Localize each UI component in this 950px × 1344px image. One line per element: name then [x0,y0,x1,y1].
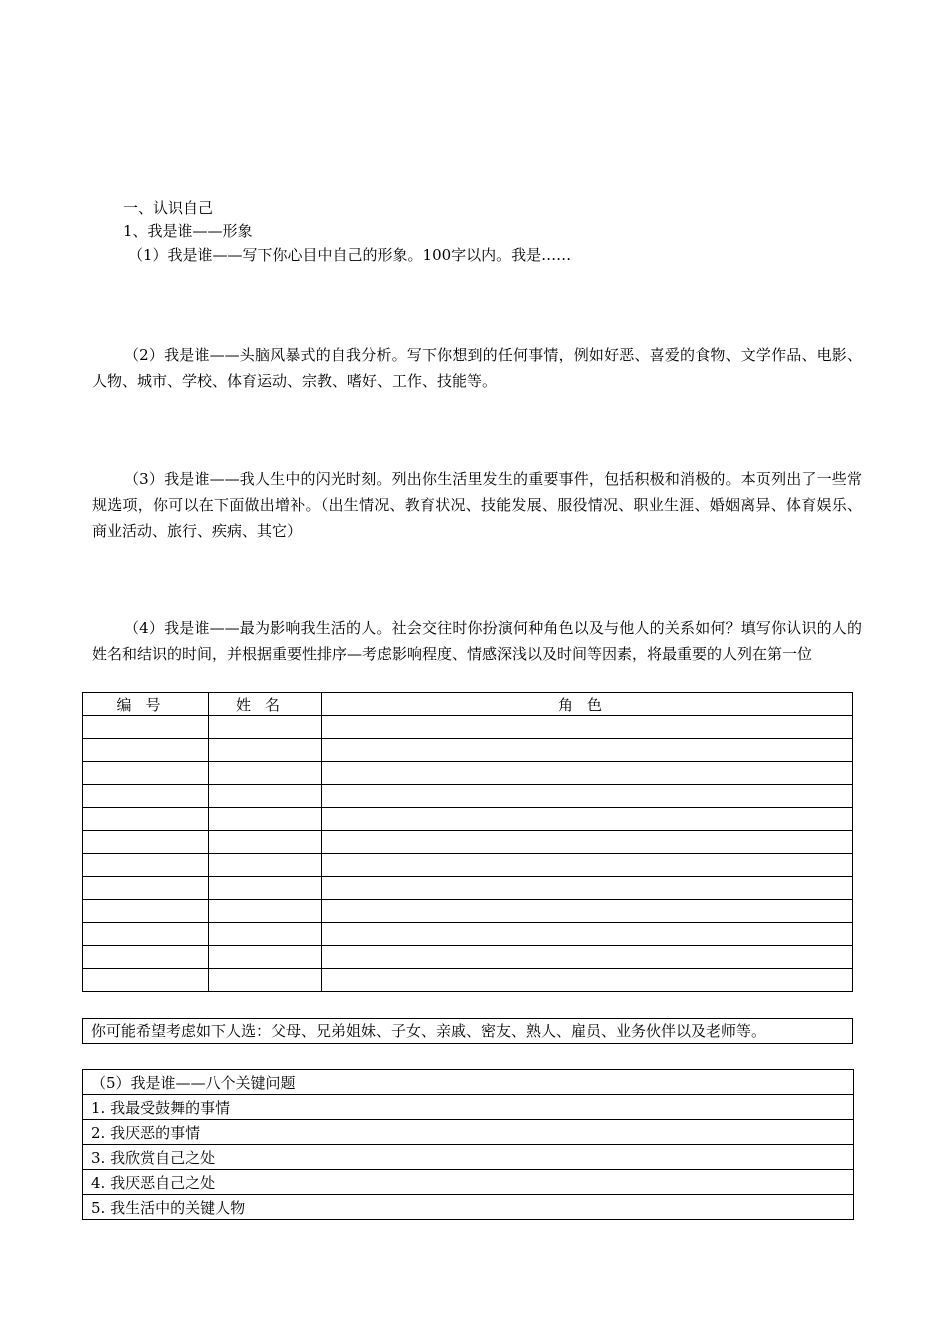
cell-name[interactable] [209,808,322,831]
cell-role[interactable] [322,808,853,831]
question-item[interactable]: 2. 我厌恶的事情 [83,1120,854,1145]
table-row [83,762,853,785]
cell-role[interactable] [322,946,853,969]
table-row [83,923,853,946]
item-4-text: （4）我是谁——最为影响我生活的人。社会交往时你扮演何种角色以及与他人的关系如何？填写你认识的人的姓名和结识的时间，并根据重要性排序—考虑影响程度、情感深浅以及时间等因素，将最重要的人列在第一位 [92,619,862,663]
candidates-note: 你可能希望考虑如下人选：父母、兄弟姐妹、子女、亲戚、密友、熟人、雇员、业务伙伴以及老师等。 [82,1018,853,1044]
table-row [83,785,853,808]
questions-title: （5）我是谁——八个关键问题 [83,1070,854,1095]
cell-role[interactable] [322,877,853,900]
table-row [83,831,853,854]
section-title: 一、认识自己 [123,199,214,217]
table-row [83,946,853,969]
questions-title-row [83,1070,854,1095]
cell-number[interactable] [83,831,209,854]
header-number: 编号 [83,693,209,716]
cell-number[interactable] [83,762,209,785]
table-header-row [83,693,853,716]
cell-name[interactable] [209,739,322,762]
cell-number[interactable] [83,900,209,923]
cell-number[interactable] [83,969,209,992]
list-item [83,1145,854,1170]
question-item[interactable]: 5. 我生活中的关键人物 [83,1195,854,1220]
people-table [82,692,853,992]
cell-role[interactable] [322,785,853,808]
cell-name[interactable] [209,923,322,946]
table-row [83,808,853,831]
cell-name[interactable] [209,900,322,923]
cell-number[interactable] [83,854,209,877]
cell-name[interactable] [209,762,322,785]
list-item [83,1120,854,1145]
cell-role[interactable] [322,900,853,923]
cell-number[interactable] [83,716,209,739]
cell-name[interactable] [209,785,322,808]
cell-name[interactable] [209,969,322,992]
question-item[interactable]: 3. 我欣赏自己之处 [83,1145,854,1170]
list-item [83,1195,854,1220]
item-1-text: （1）我是谁——写下你心目中自己的形象。100字以内。我是…… [128,246,572,264]
cell-role[interactable] [322,739,853,762]
cell-role[interactable] [322,831,853,854]
item-3-text: （3）我是谁——我人生中的闪光时刻。列出你生活里发生的重要事件，包括积极和消极的。本页列出了一些常规选项，你可以在下面做出增补。（出生情况、教育状况、技能发展、服役情况、职业生涯、婚姻离异、体育娱乐、商业活动、旅行、疾病、其它） [92,470,862,540]
cell-role[interactable] [322,854,853,877]
question-item[interactable]: 1. 我最受鼓舞的事情 [83,1095,854,1120]
cell-number[interactable] [83,808,209,831]
table-row [83,900,853,923]
cell-name[interactable] [209,946,322,969]
cell-role[interactable] [322,969,853,992]
item-2-text: （2）我是谁——头脑风暴式的自我分析。写下你想到的任何事情，例如好恶、喜爱的食物、文学作品、电影、人物、城市、学校、体育运动、宗教、嗜好、工作、技能等。 [92,346,862,390]
cell-name[interactable] [209,877,322,900]
table-row [83,854,853,877]
table-row [83,877,853,900]
list-item [83,1095,854,1120]
cell-role[interactable] [322,923,853,946]
question-item[interactable]: 4. 我厌恶自己之处 [83,1170,854,1195]
cell-role[interactable] [322,762,853,785]
header-name: 姓名 [209,693,322,716]
cell-name[interactable] [209,716,322,739]
cell-number[interactable] [83,877,209,900]
cell-number[interactable] [83,785,209,808]
table-row [83,969,853,992]
subsection-title: 1、我是谁——形象 [123,222,253,240]
header-role: 角色 [322,693,853,716]
cell-number[interactable] [83,739,209,762]
list-item [83,1170,854,1195]
cell-role[interactable] [322,716,853,739]
table-row [83,739,853,762]
cell-name[interactable] [209,831,322,854]
cell-number[interactable] [83,923,209,946]
table-row [83,716,853,739]
key-questions-table [82,1069,854,1220]
cell-name[interactable] [209,854,322,877]
cell-number[interactable] [83,946,209,969]
